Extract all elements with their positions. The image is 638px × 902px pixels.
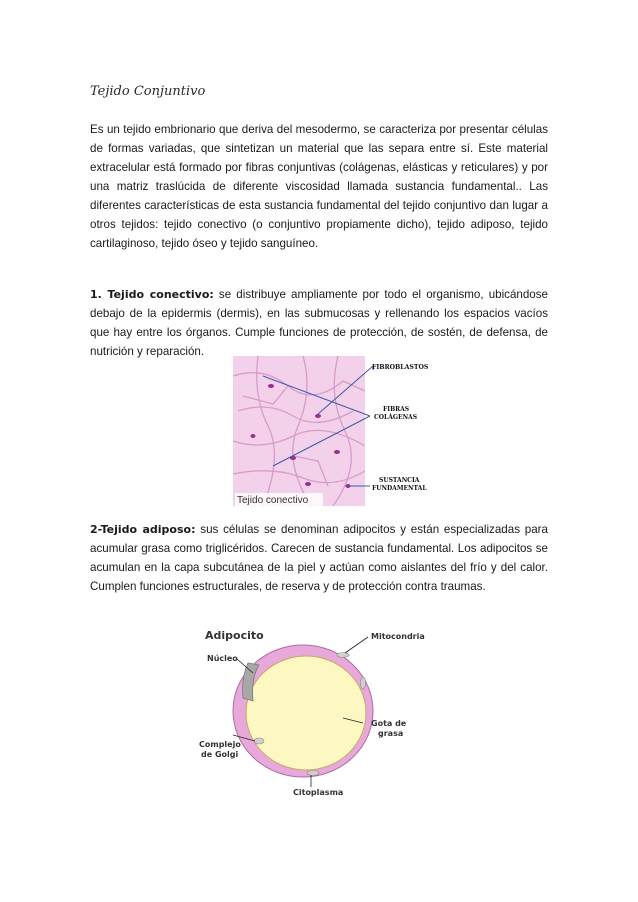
section-1-paragraph: [90, 285, 548, 361]
intro-paragraph: Es un tejido embrionario que deriva del mesodermo, se caracteriza por presentar células de formas variadas, que sintetizan un material que las separa entre sí. Este material extracelular está formado por fibras conjuntivas (colágenas, elásticas y reticulares) y por una matriz traslúcida de diferente viscosidad llamada sustancia fundamental.. Las diferentes características de esta sustancia fundamental del tejido conjuntivo dan lugar a otros tejidos: tejido conectivo (o conjuntivo propiamente dicho), tejido adiposo, tejido cartilaginoso, tejido óseo y tejido sanguíneo.: [90, 123, 548, 250]
label-fibras-line1: FIBRAS: [383, 406, 410, 413]
label-nucleo: Núcleo: [207, 654, 238, 663]
figure-tejido-conectivo: [233, 356, 433, 506]
label-golgi-line2: de Golgi: [201, 750, 239, 759]
label-citoplasma: Citoplasma: [293, 788, 344, 797]
section-1-text: se distribuye ampliamente por todo el organismo, ubicándose debajo de la epidermis (dermis), en las submucosas y rellenando los espacios vacíos que hay entre los órganos. Cumple funciones de protección, de sostén, de defensa, de nutrición y reparación.: [90, 288, 548, 358]
label-sustancia-line1: SUSTANCIA: [379, 477, 420, 484]
label-gota-line1: Gota de: [371, 719, 407, 728]
label-gota-line2: grasa: [378, 729, 404, 738]
label-fibras-line2: COLÁGENAS: [374, 414, 418, 421]
label-golgi-line1: Complejo: [199, 740, 241, 749]
section-2-heading: 2-Tejido adiposo:: [90, 523, 196, 536]
section-2-text: sus células se denominan adipocitos y están especializadas para acumular grasa como triglicéridos. Carecen de sustancia fundamental. Los adipocitos se acumulan en la capa subcutánea de la piel y actúan como aislantes del frío y del calor. Cumplen funciones estructurales, de reserva y de protección contra traumas.: [90, 523, 548, 593]
section-1-heading: 1. Tejido conectivo:: [90, 288, 214, 301]
label-mitocondria: Mitocondria: [371, 632, 425, 641]
section-2-paragraph: [90, 520, 548, 596]
label-fibroblastos: FIBROBLASTOS: [372, 364, 429, 371]
fat-droplet: [246, 656, 366, 770]
label-sustancia-line2: FUNDAMENTAL: [372, 485, 427, 492]
figure-adipocito: [193, 623, 425, 800]
document-title: Tejido Conjuntivo: [90, 84, 206, 99]
figure-1-caption: Tejido conectivo: [237, 495, 309, 506]
adipocito-title: Adipocito: [205, 629, 264, 642]
